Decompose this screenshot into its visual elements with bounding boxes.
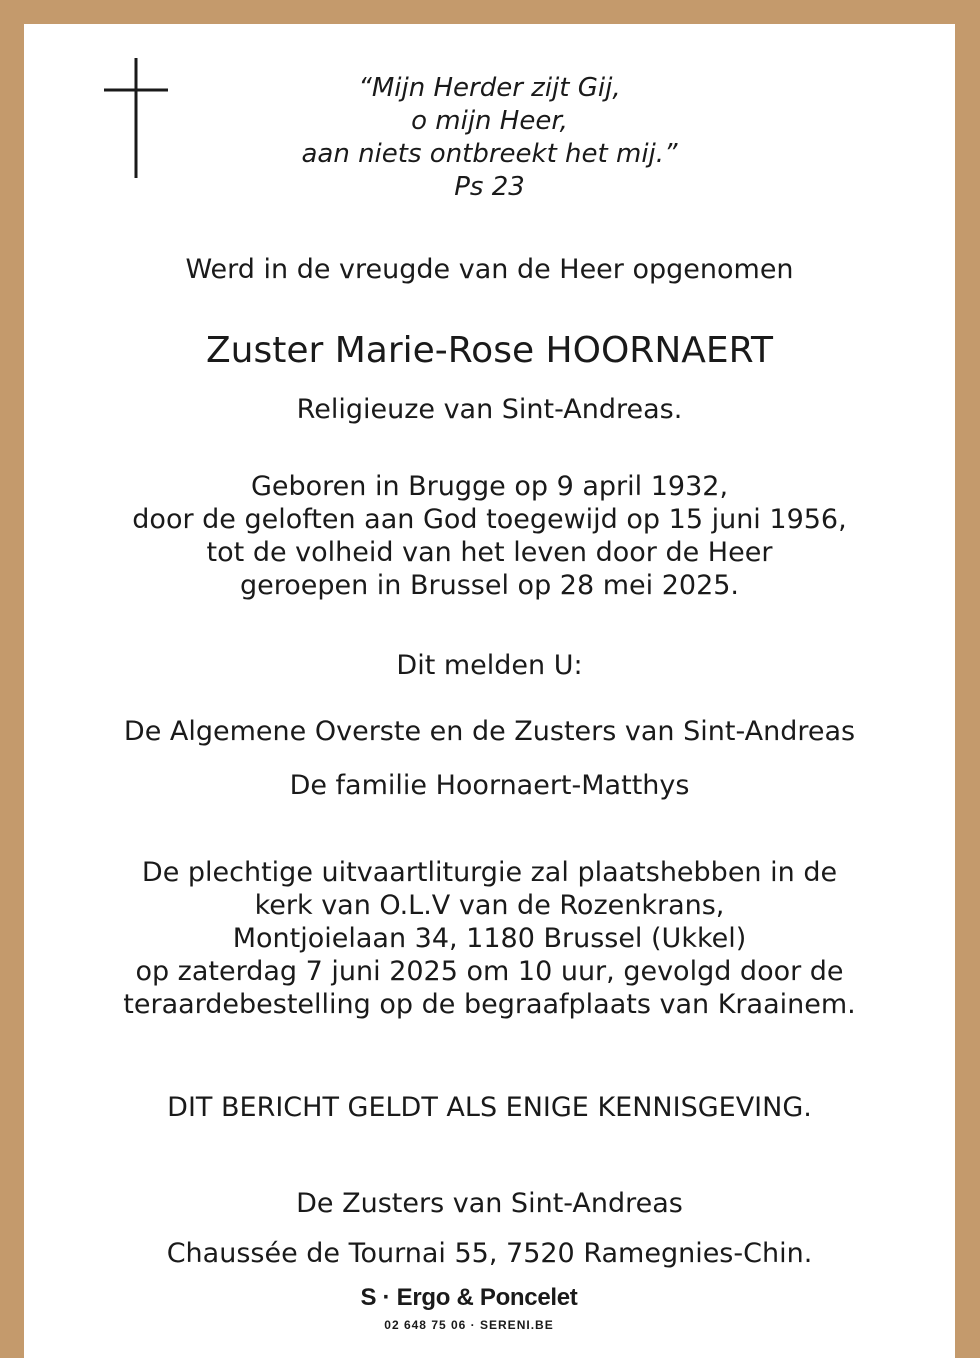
notice-card xyxy=(24,24,955,1358)
quote-line: o mijn Heer, xyxy=(411,106,568,136)
sender-address: Chaussée de Tournai 55, 7520 Ramegnies-Chin. xyxy=(166,1238,813,1269)
bio-line: door de geloften aan God toegewijd op 15 juni 1956, xyxy=(132,504,847,535)
announcement-intro: Dit melden U: xyxy=(396,650,583,681)
quote-line: “Mijn Herder zijt Gij, xyxy=(358,73,621,103)
funeral-line: kerk van O.L.V van de Rozenkrans, xyxy=(254,890,725,921)
bio-line: tot de volheid van het leven door de Heer xyxy=(206,537,773,568)
funeral-home-footer xyxy=(292,1282,646,1334)
funeral-line: op zaterdag 7 juni 2025 om 10 uur, gevolgd door de xyxy=(135,956,844,987)
bio-line: Geboren in Brugge op 9 april 1932, xyxy=(250,471,729,502)
deceased-name: Zuster Marie-Rose HOORNAERT xyxy=(205,330,774,371)
announcer-congregation: De Algemene Overste en de Zusters van Sint-Andreas xyxy=(123,716,856,747)
official-notice: DIT BERICHT GELDT ALS ENIGE KENNISGEVING. xyxy=(167,1092,812,1123)
quote-reference: Ps 23 xyxy=(454,172,525,202)
funeral-line: teraardebestelling op de begraafplaats van Kraainem. xyxy=(123,989,856,1020)
intro-text: Werd in de vreugde van de Heer opgenomen xyxy=(185,254,794,285)
sender-name: De Zusters van Sint-Andreas xyxy=(296,1188,683,1219)
funeral-home-contact: 02 648 75 06 · SERENI.BE xyxy=(384,1318,554,1332)
psalm-quote xyxy=(24,72,955,204)
funeral-details xyxy=(24,856,955,1021)
quote-line: aan niets ontbreekt het mij.” xyxy=(301,139,678,169)
funeral-line: De plechtige uitvaartliturgie zal plaatshebben in de xyxy=(141,857,838,888)
biography xyxy=(24,470,955,602)
funeral-home-logo: S · Ergo & Poncelet xyxy=(360,1284,578,1311)
announcer-family: De familie Hoornaert-Matthys xyxy=(289,770,690,801)
deceased-role: Religieuze van Sint-Andreas. xyxy=(296,394,683,425)
funeral-line: Montjoielaan 34, 1180 Brussel (Ukkel) xyxy=(232,923,747,954)
bio-line: geroepen in Brussel op 28 mei 2025. xyxy=(239,570,740,601)
